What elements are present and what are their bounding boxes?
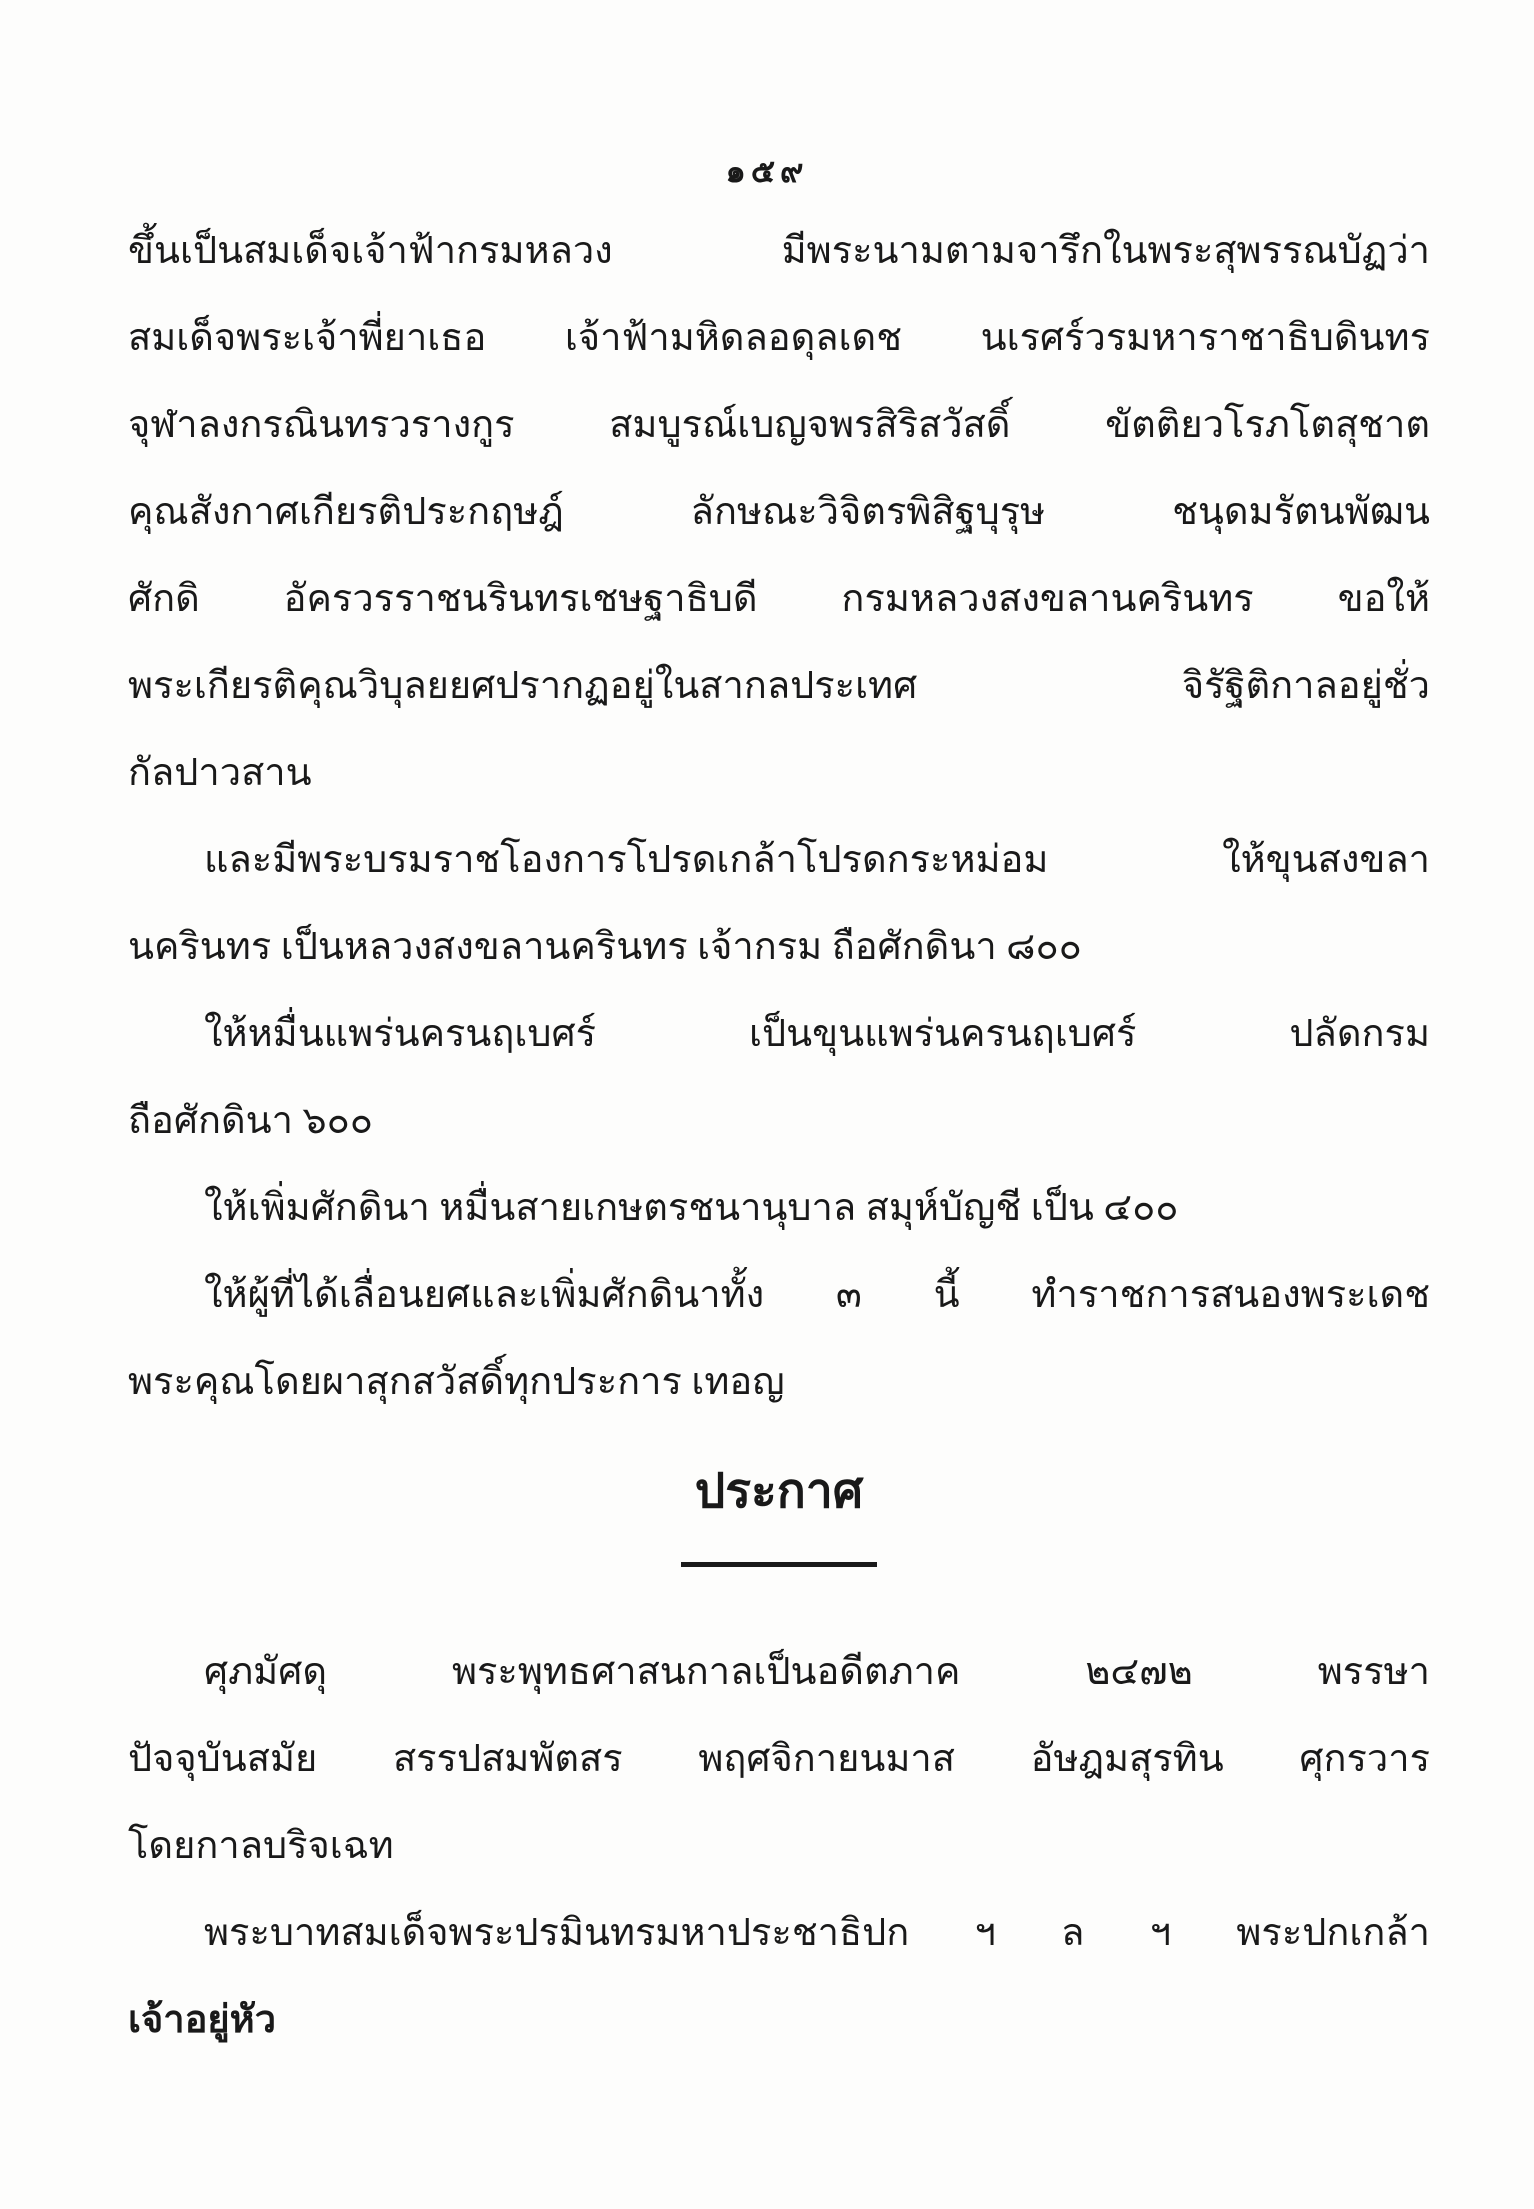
text-column <box>128 208 1430 2064</box>
document-body-top <box>128 208 1430 1426</box>
heading-title: ประกาศ <box>694 1465 864 1518</box>
document-body-bottom <box>128 1629 1430 2064</box>
text-line: คุณสังกาศเกียรติประกฤษฎ์ ลักษณะวิจิตรพิสิฐบุรุษ ชนุดมรัตนพัฒน <box>128 491 1430 533</box>
text-line: กัลปาวสาน <box>128 752 312 794</box>
text-line: พระบาทสมเด็จพระปรมินทรมหาประชาธิปก ฯ ล ฯ พระปกเกล้า <box>204 1912 1430 1954</box>
page-number: ๑๕๙ <box>725 153 809 189</box>
text-line: ศักดิ อัครวรราชนรินทรเชษฐาธิบดี กรมหลวงสงขลานครินทร ขอให้ <box>128 578 1430 620</box>
text-line: ศุภมัศดุ พระพุทธศาสนกาลเป็นอดีตภาค ๒๔๗๒ พรรษา <box>204 1651 1430 1693</box>
text-line: จุฬาลงกรณินทรวรางกูร สมบูรณ์เบญจพรสิริสวัสดิ์ ขัตติยวโรภโตสุชาต <box>128 404 1430 446</box>
text-line: เจ้าอยู่หัว <box>128 1999 277 2041</box>
text-line: นครินทร เป็นหลวงสงขลานครินทร เจ้ากรม ถือศักดินา ๘๐๐ <box>128 926 1082 968</box>
heading-divider <box>681 1562 877 1567</box>
text-line: และมีพระบรมราชโองการโปรดเกล้าโปรดกระหม่อม ให้ขุนสงขลา <box>204 839 1430 881</box>
text-line: ให้หมื่นแพร่นครนฤเบศร์ เป็นขุนแพร่นครนฤเบศร์ ปลัดกรม <box>204 1013 1430 1055</box>
text-line: สมเด็จพระเจ้าพี่ยาเธอ เจ้าฟ้ามหิดลอดุลเดช นเรศร์วรมหาราชาธิบดินทร <box>128 317 1430 359</box>
text-line: พระเกียรติคุณวิบุลยยศปรากฏอยู่ในสากลประเทศ จิรัฐิติกาลอยู่ชั่ว <box>128 665 1430 707</box>
text-line: ให้เพิ่มศักดินา หมื่นสายเกษตรชนานุบาล สมุห์บัญชี เป็น ๔๐๐ <box>204 1187 1179 1229</box>
text-line: ถือศักดินา ๖๐๐ <box>128 1100 373 1142</box>
text-line: ขึ้นเป็นสมเด็จเจ้าฟ้ากรมหลวง มีพระนามตามจารึกในพระสุพรรณบัฏว่า <box>128 230 1430 272</box>
text-line: โดยกาลบริจเฉท <box>128 1825 394 1867</box>
text-line: ปัจจุบันสมัย สรรปสมพัตสร พฤศจิกายนมาส อัษฎมสุรทิน ศุกรวาร <box>128 1738 1430 1780</box>
text-line: ให้ผู้ที่ได้เลื่อนยศและเพิ่มศักดินาทั้ง ๓ นี้ ทำราชการสนองพระเดช <box>204 1274 1430 1316</box>
text-line: พระคุณโดยผาสุกสวัสดิ์ทุกประการ เทอญ <box>128 1361 785 1403</box>
section-heading <box>128 1456 1430 1567</box>
